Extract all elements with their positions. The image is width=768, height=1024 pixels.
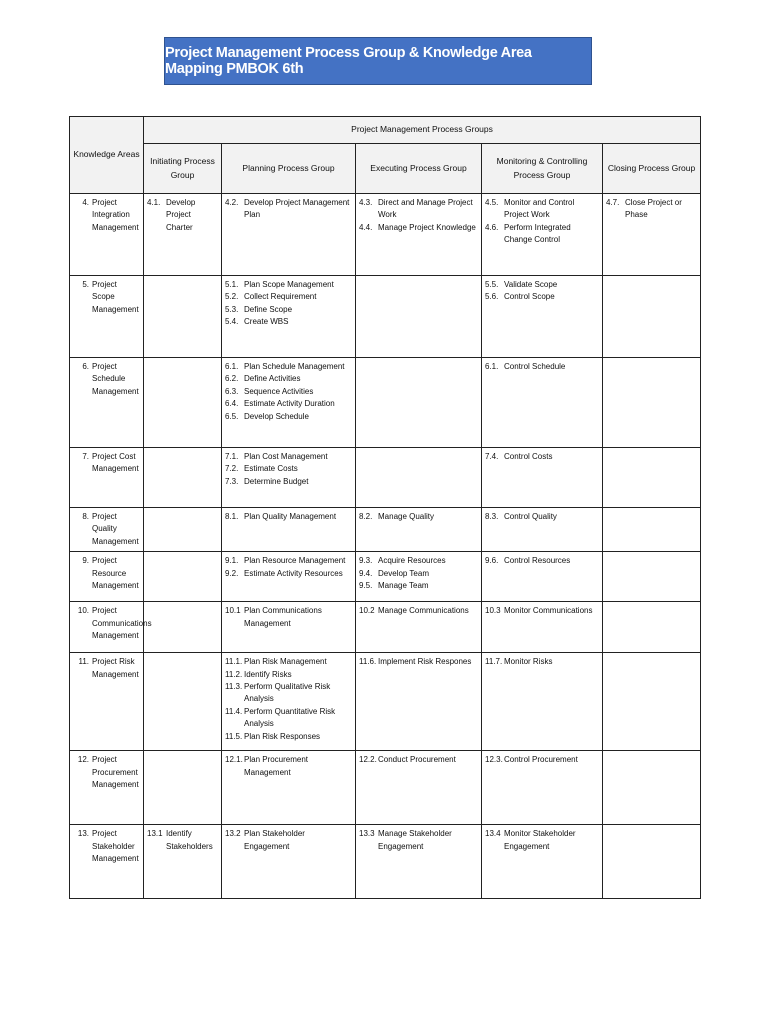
process-item — [485, 197, 599, 222]
process-cell — [603, 552, 701, 602]
process-number: 7.1. — [225, 452, 239, 461]
process-cell — [603, 602, 701, 653]
knowledge-area-cell — [70, 825, 144, 899]
process-name: Plan Quality Management — [244, 512, 337, 521]
process-cell — [603, 751, 701, 825]
process-name: Plan Schedule Management — [244, 362, 345, 371]
process-item — [485, 222, 599, 247]
process-item — [147, 197, 218, 234]
process-number: 9.1. — [225, 556, 239, 566]
process-number: 12.3. — [485, 755, 503, 765]
process-name: Define Activities — [244, 374, 301, 384]
process-cell — [603, 448, 701, 508]
knowledge-area-cell — [70, 276, 144, 358]
knowledge-area-label: Project Integration Management — [92, 198, 139, 232]
process-name: Control Scope — [504, 292, 555, 302]
group-header-executing: Executing Process Group — [356, 144, 482, 194]
process-item — [359, 511, 478, 523]
knowledge-area-label: Project Stakeholder Management — [92, 829, 139, 863]
process-name: Identify Stakeholders — [166, 829, 213, 851]
process-name: Plan Procurement Management — [244, 755, 309, 777]
process-name: Manage Quality — [378, 512, 435, 521]
process-name: Develop Team — [378, 568, 429, 578]
process-cell — [482, 751, 603, 825]
process-name: Plan Cost Management — [244, 452, 328, 461]
process-name: Plan Resource Management — [244, 556, 346, 566]
process-name: Develop Project Charter — [166, 198, 196, 232]
process-item — [359, 580, 478, 592]
process-item — [606, 197, 697, 222]
knowledge-area-cell — [70, 653, 144, 751]
process-name: Close Project or Phase — [625, 198, 682, 220]
process-cell — [603, 825, 701, 899]
process-cell — [222, 358, 356, 448]
knowledge-area-label: Project Scope Management — [92, 280, 139, 314]
process-item — [225, 681, 352, 706]
process-number: 9.5. — [359, 580, 373, 590]
process-item — [225, 476, 352, 488]
process-item — [359, 656, 478, 668]
process-number: 5.6. — [485, 292, 499, 302]
process-name: Create WBS — [244, 317, 289, 327]
process-number: 9.3. — [359, 556, 373, 566]
process-number: 11.4. — [225, 706, 243, 716]
process-item — [225, 291, 352, 303]
process-item — [225, 398, 352, 410]
process-name: Monitor Risks — [504, 657, 553, 667]
process-cell — [222, 194, 356, 276]
process-number: 11.3. — [225, 681, 243, 691]
table-row — [70, 508, 701, 552]
process-cell — [482, 508, 603, 552]
process-cell — [482, 358, 603, 448]
process-number: 13.3 — [359, 829, 375, 839]
process-number: 4.7. — [606, 198, 620, 207]
process-name: Control Procurement — [504, 755, 578, 765]
table-row — [70, 276, 701, 358]
process-cell — [144, 552, 222, 602]
process-number: 8.3. — [485, 512, 499, 521]
process-name: Plan Scope Management — [244, 280, 334, 289]
process-item — [485, 279, 599, 291]
process-name: Control Costs — [504, 452, 553, 461]
process-number: 7.4. — [485, 452, 499, 461]
knowledge-area-cell — [70, 194, 144, 276]
process-item — [359, 754, 478, 766]
process-name: Control Quality — [504, 512, 557, 521]
process-item — [147, 828, 218, 853]
process-item — [225, 568, 352, 580]
process-number: 13.1 — [147, 829, 163, 839]
process-cell — [603, 194, 701, 276]
process-cell — [222, 552, 356, 602]
process-item — [359, 555, 478, 567]
process-number: 8.2. — [359, 512, 373, 521]
process-number: 11.1. — [225, 657, 243, 667]
group-header-monitoring: Monitoring & Controlling Process Group — [482, 144, 603, 194]
knowledge-area-cell — [70, 508, 144, 552]
process-item — [485, 828, 599, 853]
process-item — [225, 656, 352, 668]
knowledge-area-label: Project Communications Management — [92, 606, 152, 640]
process-item — [225, 316, 352, 328]
process-cell — [603, 653, 701, 751]
process-item — [225, 754, 352, 779]
table-row — [70, 825, 701, 899]
process-number: 12.2. — [359, 755, 377, 765]
knowledge-area-number: 9. — [82, 556, 89, 566]
process-cell — [144, 448, 222, 508]
knowledge-area-number: 12. — [77, 755, 89, 765]
knowledge-area-number: 13. — [77, 829, 89, 839]
process-item — [485, 656, 599, 668]
process-item — [225, 731, 352, 743]
process-number: 7.3. — [225, 476, 239, 486]
knowledge-area-label: Project Cost Management — [92, 452, 139, 474]
process-number: 4.4. — [359, 222, 373, 232]
knowledge-area-label: Project Procurement Management — [92, 755, 139, 789]
process-number: 12.1. — [225, 755, 243, 765]
table-row — [70, 358, 701, 448]
process-cell — [144, 276, 222, 358]
process-mapping-table — [69, 116, 701, 899]
process-cell — [603, 508, 701, 552]
process-name: Perform Integrated Change Control — [504, 222, 571, 245]
process-name: Develop Schedule — [244, 411, 309, 421]
process-cell — [482, 194, 603, 276]
process-cell — [144, 194, 222, 276]
process-number: 5.5. — [485, 280, 499, 289]
process-number: 6.2. — [225, 374, 239, 384]
process-item — [485, 511, 599, 523]
process-cell — [356, 448, 482, 508]
table-body — [70, 194, 701, 899]
process-item — [225, 463, 352, 475]
process-number: 13.4 — [485, 829, 501, 839]
knowledge-area-cell — [70, 552, 144, 602]
knowledge-area-number: 8. — [82, 512, 89, 521]
table-row — [70, 552, 701, 602]
table-row — [70, 602, 701, 653]
group-header-initiating: Initiating Process Group — [144, 144, 222, 194]
process-number: 6.1. — [485, 362, 499, 371]
process-item — [359, 605, 478, 617]
process-item — [359, 222, 478, 234]
process-item — [485, 555, 599, 567]
process-item — [225, 605, 352, 630]
process-number: 5.1. — [225, 280, 239, 289]
process-name: Control Schedule — [504, 362, 566, 371]
process-item — [225, 706, 352, 731]
process-cell — [356, 825, 482, 899]
process-item — [225, 451, 352, 463]
process-item — [485, 451, 599, 463]
knowledge-area-number: 10. — [77, 606, 89, 616]
process-number: 4.1. — [147, 198, 161, 207]
knowledge-area-number: 11. — [78, 657, 89, 667]
process-number: 9.2. — [225, 568, 239, 578]
process-cell — [356, 552, 482, 602]
knowledge-area-cell — [70, 751, 144, 825]
process-item — [485, 605, 599, 617]
process-cell — [356, 508, 482, 552]
process-item — [485, 754, 599, 766]
process-name: Perform Quantitative Risk Analysis — [244, 706, 336, 729]
process-cell — [356, 276, 482, 358]
process-name: Monitor Stakeholder Engagement — [504, 829, 576, 851]
process-cell — [222, 448, 356, 508]
process-item — [225, 373, 352, 385]
process-name: Manage Project Knowledge — [378, 222, 476, 232]
process-number: 11.6. — [359, 657, 377, 667]
process-cell — [356, 194, 482, 276]
process-cell — [222, 825, 356, 899]
knowledge-area-number: 6. — [82, 362, 89, 371]
process-name: Estimate Activity Duration — [244, 399, 335, 409]
process-cell — [222, 602, 356, 653]
process-item — [225, 386, 352, 398]
process-number: 6.3. — [225, 386, 239, 396]
process-item — [485, 291, 599, 303]
process-cell — [144, 653, 222, 751]
process-number: 10.1 — [225, 606, 241, 616]
process-item — [485, 361, 599, 373]
process-name: Implement Risk Respones — [378, 657, 472, 667]
process-name: Define Scope — [244, 304, 293, 314]
process-item — [225, 828, 352, 853]
process-cell — [356, 358, 482, 448]
process-cell — [144, 825, 222, 899]
process-name: Sequence Activities — [244, 386, 314, 396]
process-cell — [482, 653, 603, 751]
page-title: Project Management Process Group & Knowledge Area Mapping PMBOK 6th — [164, 37, 592, 85]
knowledge-area-number: 7. — [82, 452, 89, 461]
process-name: Direct and Manage Project Work — [378, 198, 473, 220]
process-cell — [482, 602, 603, 653]
process-item — [225, 669, 352, 681]
table-row — [70, 751, 701, 825]
process-name: Plan Stakeholder Engagement — [244, 829, 305, 851]
process-number: 10.3 — [485, 606, 501, 616]
process-number: 6.1. — [225, 362, 239, 371]
process-name: Plan Risk Responses — [244, 731, 321, 741]
process-cell — [603, 276, 701, 358]
process-name: Determine Budget — [244, 476, 309, 486]
process-name: Identify Risks — [244, 669, 292, 679]
process-cell — [356, 751, 482, 825]
process-item — [225, 279, 352, 291]
knowledge-area-cell — [70, 358, 144, 448]
process-number: 6.4. — [225, 399, 239, 409]
process-cell — [144, 602, 222, 653]
process-number: 7.2. — [225, 464, 239, 474]
process-cell — [144, 508, 222, 552]
process-name: Estimate Activity Resources — [244, 568, 343, 578]
process-name: Monitor Communications — [504, 606, 593, 616]
process-number: 4.6. — [485, 222, 499, 232]
process-cell — [482, 825, 603, 899]
knowledge-area-number: 4. — [82, 198, 89, 207]
process-name: Manage Team — [378, 580, 429, 590]
process-name: Conduct Procurement — [378, 755, 456, 765]
process-item — [225, 304, 352, 316]
process-name: Control Resources — [504, 556, 571, 566]
process-item — [225, 555, 352, 567]
group-header-planning: Planning Process Group — [222, 144, 356, 194]
process-number: 11.5. — [225, 731, 243, 741]
process-name: Monitor and Control Project Work — [504, 198, 575, 220]
process-number: 6.5. — [225, 411, 239, 421]
process-number: 4.5. — [485, 198, 499, 207]
knowledge-areas-header: Knowledge Areas — [70, 117, 144, 194]
process-name: Plan Risk Management — [244, 657, 327, 667]
process-number: 11.2. — [225, 669, 243, 679]
process-cell — [482, 276, 603, 358]
process-cell — [222, 508, 356, 552]
group-header-closing: Closing Process Group — [603, 144, 701, 194]
process-cell — [356, 602, 482, 653]
process-number: 13.2 — [225, 829, 241, 839]
knowledge-area-label: Project Resource Management — [92, 556, 139, 590]
process-name: Perform Qualitative Risk Analysis — [244, 681, 331, 704]
process-item — [225, 411, 352, 423]
process-name: Manage Communications — [378, 606, 469, 616]
process-item — [225, 511, 352, 523]
process-cell — [222, 653, 356, 751]
process-cell — [603, 358, 701, 448]
knowledge-area-label: Project Quality Management — [92, 512, 139, 546]
knowledge-area-cell — [70, 602, 152, 653]
process-item — [225, 197, 352, 222]
knowledge-area-number: 5. — [82, 280, 89, 289]
process-name: Acquire Resources — [378, 556, 446, 566]
table-row — [70, 653, 701, 751]
process-number: 5.2. — [225, 292, 239, 302]
process-item — [359, 568, 478, 580]
process-number: 8.1. — [225, 512, 239, 521]
process-number: 4.2. — [225, 198, 239, 207]
process-number: 5.4. — [225, 317, 239, 327]
process-name: Collect Requirement — [244, 292, 317, 302]
process-name: Estimate Costs — [244, 464, 298, 474]
table-row — [70, 448, 701, 508]
process-cell — [222, 751, 356, 825]
table-row — [70, 194, 701, 276]
process-number: 9.6. — [485, 556, 499, 566]
process-name: Validate Scope — [504, 280, 558, 289]
process-cell — [144, 751, 222, 825]
process-cell — [482, 448, 603, 508]
process-name: Manage Stakeholder Engagement — [378, 829, 452, 851]
process-number: 10.2 — [359, 606, 375, 616]
process-name: Develop Project Management Plan — [244, 198, 350, 220]
process-item — [225, 361, 352, 373]
process-groups-header: Project Management Process Groups — [144, 117, 701, 144]
process-name: Plan Communications Management — [244, 606, 322, 628]
knowledge-area-cell — [70, 448, 144, 508]
process-cell — [144, 358, 222, 448]
process-number: 4.3. — [359, 198, 373, 207]
process-item — [359, 197, 478, 222]
process-cell — [222, 276, 356, 358]
process-number: 9.4. — [359, 568, 373, 578]
process-item — [359, 828, 478, 853]
knowledge-area-label: Project Risk Management — [92, 657, 139, 679]
process-number: 5.3. — [225, 304, 239, 314]
knowledge-area-label: Project Schedule Management — [92, 362, 139, 396]
process-cell — [482, 552, 603, 602]
process-cell — [356, 653, 482, 751]
process-number: 11.7. — [485, 657, 503, 667]
